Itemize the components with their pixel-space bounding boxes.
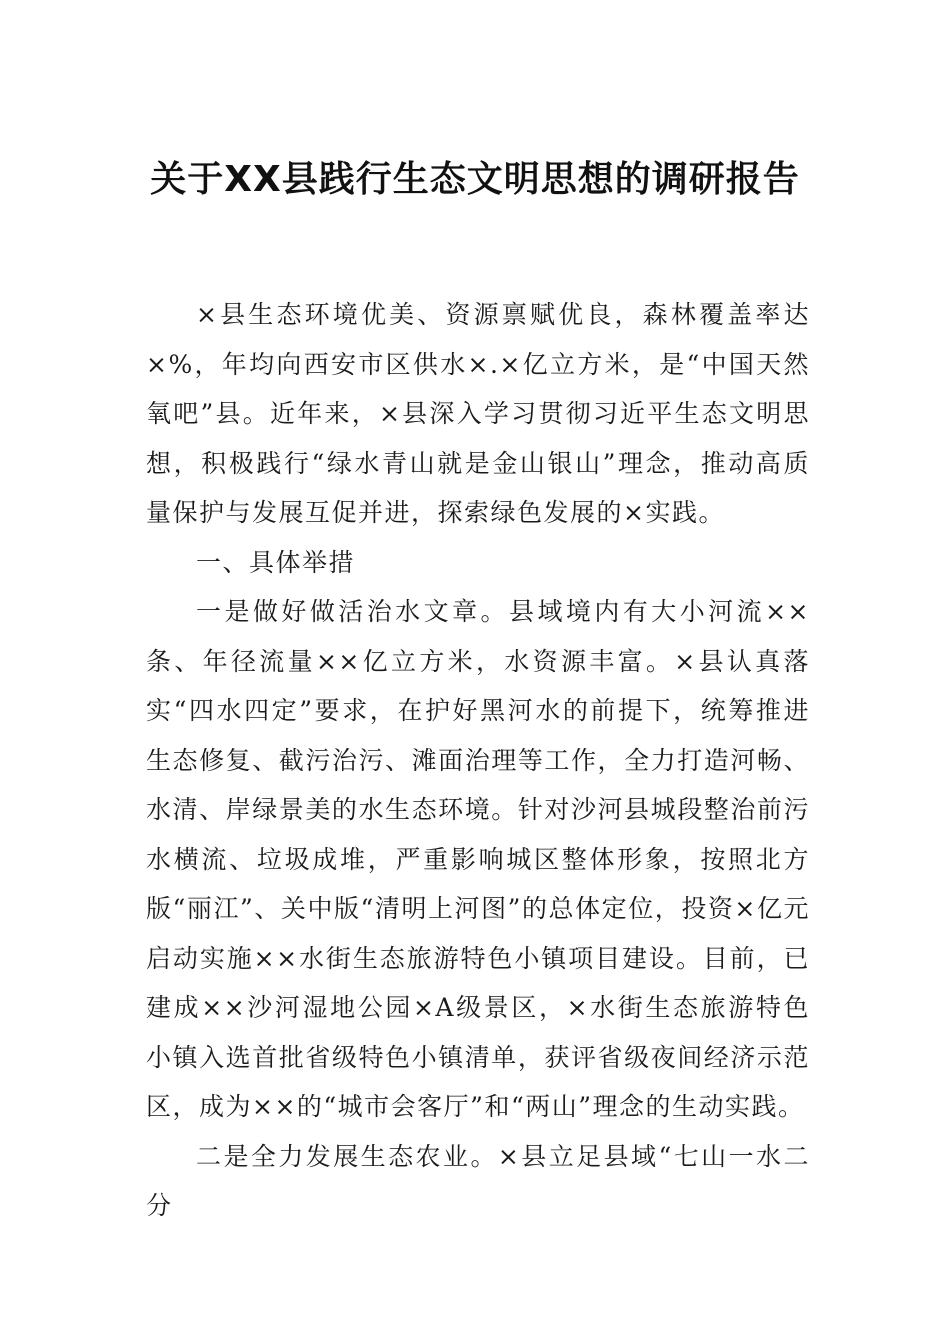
page-title: 关于XX县践行生态文明思想的调研报告 — [150, 159, 800, 200]
paragraph-water: 一是做好做活治水文章。县域境内有大小河流××条、年径流量××亿立方米，水资源丰富。×县认真落实“四水四定”要求，在护好黑河水的前提下，统筹推进生态修复、截污治污、滩面治理等工作，全力打造河畅、水清、岸绿景美的水生态环境。针对沙河县城段整治前污水横流、垃圾成堆，严重影响城区整体形象，按照北方版“丽江”、关中版“清明上河图”的总体定位，投资×亿元启动实施××水街生态旅游特色小镇项目建设。目前，已建成××沙河湿地公园×A级景区，×水街生态旅游特色小镇入选首批省级特色小镇清单，获评省级夜间经济示范区，成为××的“城市会客厅”和“两山”理念的生动实践。 — [146, 597, 810, 1121]
section-heading: 一、具体举措 — [196, 547, 356, 577]
document-body — [146, 290, 810, 1231]
paragraph-agriculture: 二是全力发展生态农业。×县立足县域“七山一水二分 — [146, 1141, 810, 1220]
paragraph-intro: ×县生态环境优美、资源禀赋优良，森林覆盖率达×%，年均向西安市区供水×.×亿立方米，是“中国天然氧吧”县。近年来，×县深入学习贯彻习近平生态文明思想，积极践行“绿水青山就是金山银山”理念，推动高质量保护与发展互促并进，探索绿色发展的×实践。 — [146, 300, 810, 527]
